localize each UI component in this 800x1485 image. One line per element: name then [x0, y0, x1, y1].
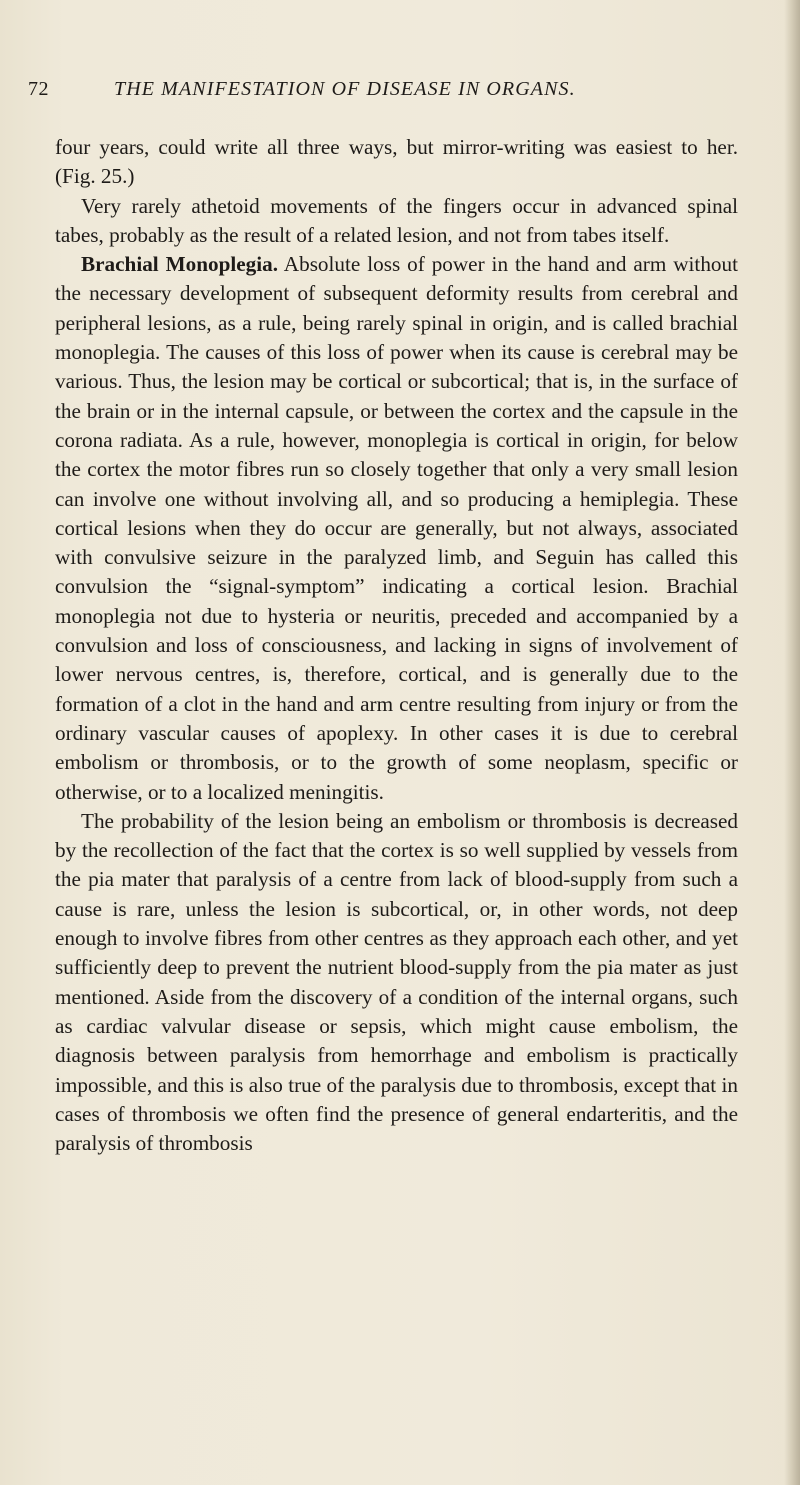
paragraph-text: The probability of the lesion being an embolism or thrombosis is decreased by the recollection of the fact that the cortex is so well supplied by vessels from the pia mater that paralysis of a centre from lack of blood-supply from such a cause is rare, unless the lesion is subcortical, or, in other words, not deep enough to involve fibres from other centres as they approach each other, and yet sufficiently deep to prevent the nutrient blood-supply from the pia mater as just mentioned. Aside from the discovery of a condition of the internal organs, such as cardiac valvular disease or sepsis, which might cause embolism, the diagnosis between paralysis from hemorrhage and embolism is practically impossible, and this is also true of the paralysis due to thrombosis, except that in cases of thrombosis we often find the presence of general endarteritis, and the paralysis of thrombosis: [55, 808, 738, 1156]
paragraph-probability: [55, 807, 738, 1159]
page-edge-shadow: [784, 0, 800, 1485]
body-text: [55, 133, 738, 1158]
paragraph-text: four years, could write all three ways, but mirror-writing was easiest to her. (Fig. 25.): [55, 135, 738, 189]
paragraph-text: Very rarely athetoid movements of the fingers occur in advanced spinal tabes, probably as the result of a related lesion, and not from tabes itself.: [55, 193, 738, 247]
paragraph-text: Absolute loss of power in the hand and arm without the necessary development of subsequent deformity results from cerebral and peripheral lesions, as a rule, being rarely spinal in origin, and is called brachial monoplegia. The causes of this loss of power when its cause is cerebral may be various. Thus, the lesion may be cortical or subcortical; that is, in the surface of the brain or in the internal capsule, or between the cortex and the capsule in the corona radiata. As a rule, however, monoplegia is cortical in origin, for below the cortex the motor fibres run so closely together that only a very small lesion can involve one without involving all, and so producing a hemiplegia. These cortical lesions when they do occur are generally, but not always, associated with convulsive seizure in the paralyzed limb, and Seguin has called this convulsion the “signal-symptom” indicating a cortical lesion. Brachial monoplegia not due to hysteria or neuritis, preceded and accompanied by a convulsion and loss of consciousness, and lacking in signs of involvement of lower nervous centres, is, therefore, cortical, and is generally due to the formation of a clot in the hand and arm centre resulting from injury or from the ordinary vascular causes of apoplexy. In other cases it is due to cerebral embolism or thrombosis, or to the growth of some neoplasm, specific or otherwise, or to a localized meningitis.: [55, 252, 738, 804]
section-heading: Brachial Monoplegia.: [81, 252, 279, 277]
page-number: 72: [28, 78, 49, 100]
paragraph-athetoid: [55, 192, 738, 251]
running-head: [28, 78, 768, 108]
running-title: THE MANIFESTATION OF DISEASE IN ORGANS.: [114, 78, 576, 100]
paragraph-brachial-monoplegia: [55, 250, 738, 807]
paragraph-continued: [55, 133, 738, 192]
